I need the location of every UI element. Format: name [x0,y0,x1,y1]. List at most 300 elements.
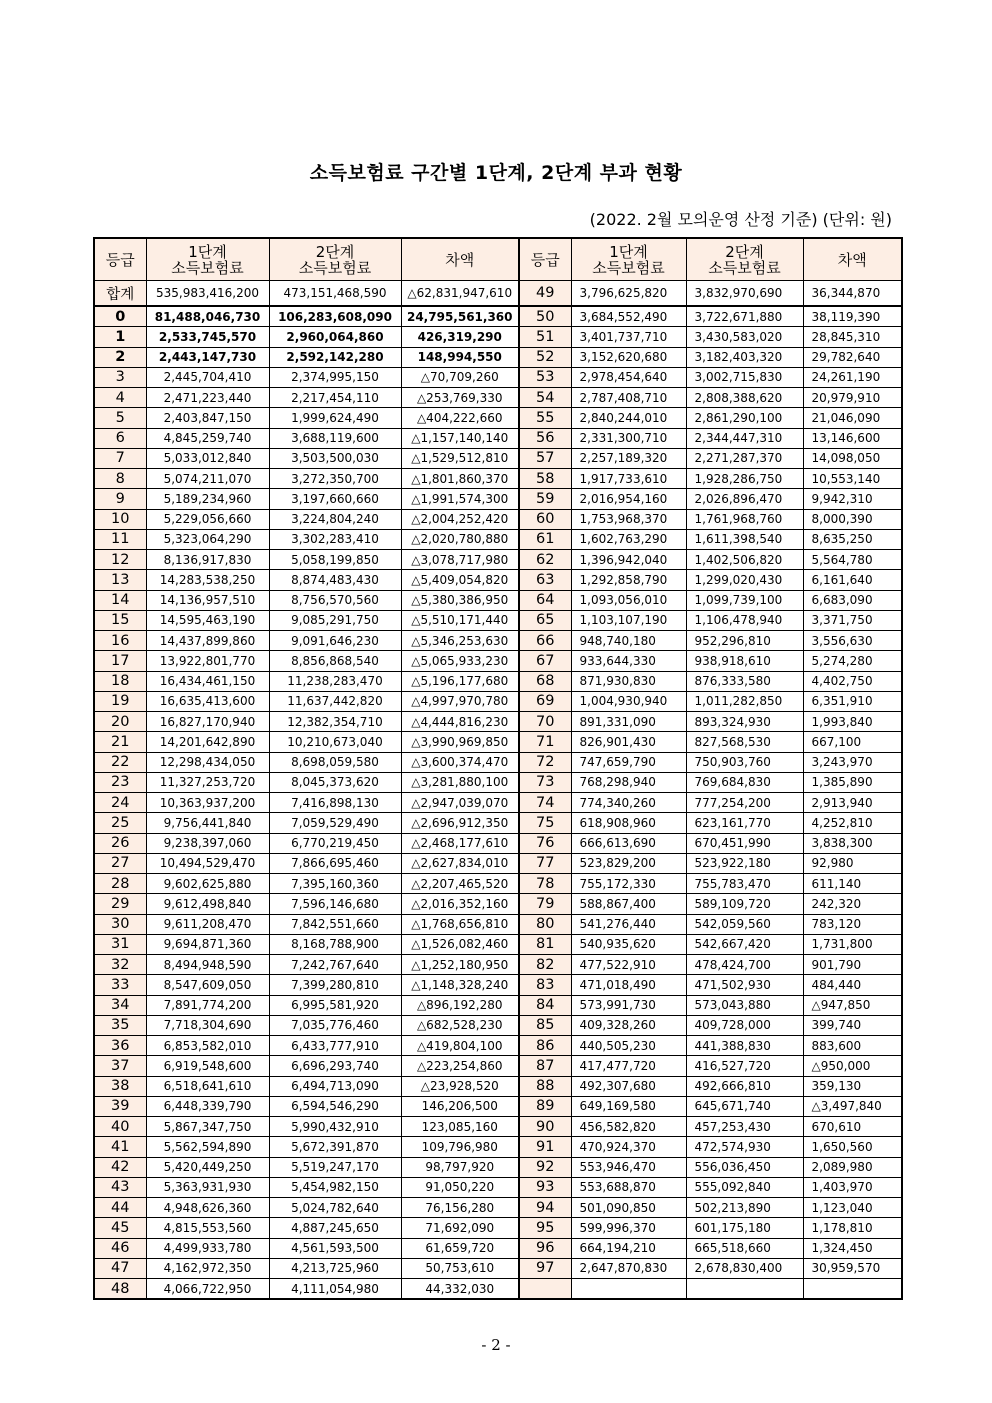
diff-cell: 29,782,640 [803,347,902,367]
grade-cell: 86 [519,1036,571,1056]
grade-cell: 26 [94,833,146,853]
diff-cell: 2,913,940 [803,793,902,813]
diff-cell: △253,769,330 [401,388,519,408]
table-row [94,772,902,792]
grade-cell: 73 [519,772,571,792]
stage2-cell: 4,887,245,650 [269,1218,401,1238]
stage2-cell: 457,253,430 [686,1117,803,1137]
stage2-cell: 2,026,896,470 [686,489,803,509]
diff-cell: 30,959,570 [803,1258,902,1278]
grade-cell: 96 [519,1238,571,1258]
diff-cell: △4,444,816,230 [401,712,519,732]
table-row [94,306,902,327]
grade-cell: 51 [519,327,571,347]
diff-cell: △3,281,880,100 [401,772,519,792]
grade-cell: 89 [519,1096,571,1116]
stage2-cell: 5,519,247,170 [269,1157,401,1177]
grade-cell: 80 [519,914,571,934]
stage1-cell: 1,093,056,010 [571,590,686,610]
stage2-cell: 1,299,020,430 [686,570,803,590]
diff-cell: △5,196,177,680 [401,671,519,691]
diff-cell: 146,206,500 [401,1096,519,1116]
stage1-cell: 1,602,763,290 [571,529,686,549]
table-row [94,327,902,347]
grade-cell: 20 [94,712,146,732]
grade-cell: 25 [94,813,146,833]
premium-table [93,237,903,1300]
stage2-cell: 1,011,282,850 [686,691,803,711]
diff-cell: 1,178,810 [803,1218,902,1238]
stage1-cell: 14,437,899,860 [146,631,269,651]
table-row [94,752,902,772]
diff-cell: △2,468,177,610 [401,833,519,853]
grade-cell: 16 [94,631,146,651]
diff-cell: 1,403,970 [803,1177,902,1197]
diff-cell: △1,252,180,950 [401,955,519,975]
stage2-cell: 11,238,283,470 [269,671,401,691]
stage2-cell: 6,594,546,290 [269,1096,401,1116]
diff-cell: △2,627,834,010 [401,853,519,873]
stage2-cell: 471,502,930 [686,975,803,995]
stage2-cell: 106,283,608,090 [269,306,401,327]
diff-cell: 2,089,980 [803,1157,902,1177]
grade-cell: 21 [94,732,146,752]
diff-cell: △70,709,260 [401,367,519,387]
stage2-cell: 416,527,720 [686,1056,803,1076]
diff-cell: △4,997,970,780 [401,691,519,711]
stage2-cell: 523,922,180 [686,853,803,873]
stage2-cell: 9,085,291,750 [269,610,401,630]
stage1-cell: 1,103,107,190 [571,610,686,630]
diff-cell: △1,768,656,810 [401,914,519,934]
stage1-cell: 11,327,253,720 [146,772,269,792]
grade-cell: 19 [94,691,146,711]
table-row [94,1218,902,1238]
stage1-cell: 8,136,917,830 [146,550,269,570]
table-row [94,955,902,975]
diff-cell: △3,078,717,980 [401,550,519,570]
table-row [94,448,902,468]
stage1-cell: 891,331,090 [571,712,686,732]
header-stage1: 1단계 소득보험료 [146,238,269,281]
diff-cell: △2,004,252,420 [401,509,519,529]
stage1-cell: 2,257,189,320 [571,448,686,468]
diff-cell: 3,243,970 [803,752,902,772]
table-row [94,813,902,833]
stage1-cell: 10,363,937,200 [146,793,269,813]
stage1-cell: 456,582,820 [571,1117,686,1137]
diff-cell: 98,797,920 [401,1157,519,1177]
stage1-cell: 2,787,408,710 [571,388,686,408]
stage1-cell: 2,533,745,570 [146,327,269,347]
table-row [94,1015,902,1035]
diff-cell: 21,046,090 [803,408,902,428]
stage1-cell: 9,756,441,840 [146,813,269,833]
stage2-cell: 502,213,890 [686,1198,803,1218]
stage1-cell: 747,659,790 [571,752,686,772]
table-row [94,934,902,954]
stage1-cell: 2,016,954,160 [571,489,686,509]
stage1-cell: 6,448,339,790 [146,1096,269,1116]
diff-cell: △950,000 [803,1056,902,1076]
stage1-cell: 1,753,968,370 [571,509,686,529]
stage2-cell: 3,832,970,690 [686,281,803,307]
grade-cell: 34 [94,995,146,1015]
diff-cell: △2,947,039,070 [401,793,519,813]
table-row [94,1198,902,1218]
stage2-cell: 3,182,403,320 [686,347,803,367]
stage1-cell: 13,922,801,770 [146,651,269,671]
diff-cell: △1,801,860,370 [401,469,519,489]
stage1-cell: 4,815,553,560 [146,1218,269,1238]
table-body [94,281,902,1300]
stage2-cell: 2,217,454,110 [269,388,401,408]
table-row [94,793,902,813]
table-row [94,570,902,590]
table-row [94,1238,902,1258]
diff-cell: 484,440 [803,975,902,995]
stage1-cell: 9,694,871,360 [146,934,269,954]
stage2-cell: 777,254,200 [686,793,803,813]
grade-cell: 7 [94,448,146,468]
stage1-cell: 666,613,690 [571,833,686,853]
grade-cell: 30 [94,914,146,934]
grade-cell: 81 [519,934,571,954]
diff-cell: 71,692,090 [401,1218,519,1238]
diff-cell: △419,804,100 [401,1036,519,1056]
diff-cell: 8,635,250 [803,529,902,549]
grade-cell: 8 [94,469,146,489]
stage2-cell: 1,106,478,940 [686,610,803,630]
grade-cell: 78 [519,874,571,894]
diff-cell: 6,683,090 [803,590,902,610]
diff-cell: 14,098,050 [803,448,902,468]
diff-cell: 28,845,310 [803,327,902,347]
grade-cell: 55 [519,408,571,428]
grade-cell: 47 [94,1258,146,1278]
grade-cell: 17 [94,651,146,671]
diff-cell: 6,351,910 [803,691,902,711]
stage2-cell: 2,344,447,310 [686,428,803,448]
stage1-cell: 933,644,330 [571,651,686,671]
table-row [94,853,902,873]
grade-cell: 79 [519,894,571,914]
stage1-cell: 649,169,580 [571,1096,686,1116]
stage1-cell: 3,401,737,710 [571,327,686,347]
diff-cell: 24,795,561,360 [401,306,519,327]
stage2-cell: 3,688,119,600 [269,428,401,448]
diff-cell: 24,261,190 [803,367,902,387]
stage1-cell: 2,445,704,410 [146,367,269,387]
grade-cell: 57 [519,448,571,468]
stage1-cell [571,1279,686,1300]
diff-cell: △5,065,933,230 [401,651,519,671]
stage1-cell: 14,136,957,510 [146,590,269,610]
stage2-cell: 7,035,776,460 [269,1015,401,1035]
stage1-cell: 5,867,347,750 [146,1117,269,1137]
diff-cell: 242,320 [803,894,902,914]
stage2-cell: 441,388,830 [686,1036,803,1056]
grade-cell: 82 [519,955,571,975]
diff-cell: △2,207,465,520 [401,874,519,894]
grade-cell: 59 [519,489,571,509]
grade-cell: 65 [519,610,571,630]
grade-cell: 61 [519,529,571,549]
diff-cell: 61,659,720 [401,1238,519,1258]
stage1-cell: 16,434,461,150 [146,671,269,691]
stage1-cell: 5,189,234,960 [146,489,269,509]
table-row [94,833,902,853]
table-row [94,590,902,610]
grade-cell: 11 [94,529,146,549]
stage2-cell: 11,637,442,820 [269,691,401,711]
stage1-cell: 540,935,620 [571,934,686,954]
table-row [94,975,902,995]
diff-cell: 5,274,280 [803,651,902,671]
stage2-cell: 2,808,388,620 [686,388,803,408]
stage2-cell: 3,272,350,700 [269,469,401,489]
stage1-cell: 16,635,413,600 [146,691,269,711]
grade-cell: 39 [94,1096,146,1116]
grade-cell: 91 [519,1137,571,1157]
stage1-cell: 618,908,960 [571,813,686,833]
grade-cell: 49 [519,281,571,307]
stage1-cell: 10,494,529,470 [146,853,269,873]
stage1-cell: 4,162,972,350 [146,1258,269,1278]
table-row [94,388,902,408]
grade-cell: 92 [519,1157,571,1177]
grade-cell: 24 [94,793,146,813]
grade-cell: 53 [519,367,571,387]
stage1-cell: 5,323,064,290 [146,529,269,549]
grade-cell: 27 [94,853,146,873]
grade-cell: 87 [519,1056,571,1076]
stage2-cell: 542,667,420 [686,934,803,954]
stage1-cell: 12,298,434,050 [146,752,269,772]
grade-cell: 63 [519,570,571,590]
grade-cell: 72 [519,752,571,772]
stage1-cell: 16,827,170,940 [146,712,269,732]
stage1-cell: 492,307,680 [571,1076,686,1096]
table-row [94,1258,902,1278]
stage1-cell: 14,595,463,190 [146,610,269,630]
stage2-cell: 5,058,199,850 [269,550,401,570]
stage1-cell: 768,298,940 [571,772,686,792]
diff-cell: 109,796,980 [401,1137,519,1157]
stage2-cell: 938,918,610 [686,651,803,671]
stage2-cell: 4,213,725,960 [269,1258,401,1278]
grade-cell: 58 [519,469,571,489]
grade-cell: 69 [519,691,571,711]
stage1-cell: 2,443,147,730 [146,347,269,367]
diff-cell: 667,100 [803,732,902,752]
stage2-cell: 750,903,760 [686,752,803,772]
diff-cell: 1,650,560 [803,1137,902,1157]
stage2-cell: 472,574,930 [686,1137,803,1157]
stage2-cell: 7,059,529,490 [269,813,401,833]
grade-cell: 40 [94,1117,146,1137]
stage2-cell: 3,503,500,030 [269,448,401,468]
stage2-cell: 7,596,146,680 [269,894,401,914]
diff-cell: △5,510,171,440 [401,610,519,630]
stage1-cell: 5,074,211,070 [146,469,269,489]
diff-cell: △223,254,860 [401,1056,519,1076]
stage1-cell: 5,229,056,660 [146,509,269,529]
grade-cell: 6 [94,428,146,448]
diff-cell: 1,731,800 [803,934,902,954]
stage1-cell: 470,924,370 [571,1137,686,1157]
grade-cell: 93 [519,1177,571,1197]
stage1-cell: 1,004,930,940 [571,691,686,711]
stage2-cell: 5,672,391,870 [269,1137,401,1157]
diff-cell: 91,050,220 [401,1177,519,1197]
table-row [94,550,902,570]
stage2-cell: 9,091,646,230 [269,631,401,651]
grade-cell: 22 [94,752,146,772]
table-row [94,509,902,529]
stage2-cell: 3,224,804,240 [269,509,401,529]
diff-cell: △2,696,912,350 [401,813,519,833]
grade-cell: 45 [94,1218,146,1238]
stage1-cell: 1,917,733,610 [571,469,686,489]
stage1-cell: 14,283,538,250 [146,570,269,590]
grade-cell: 48 [94,1279,146,1300]
stage2-cell: 6,494,713,090 [269,1076,401,1096]
diff-cell: 783,120 [803,914,902,934]
diff-cell: 3,556,630 [803,631,902,651]
stage1-cell: 6,518,641,610 [146,1076,269,1096]
stage2-cell: 3,430,583,020 [686,327,803,347]
stage2-cell: 8,045,373,620 [269,772,401,792]
grade-cell: 54 [519,388,571,408]
table-row [94,408,902,428]
stage2-cell [686,1279,803,1300]
grade-cell: 62 [519,550,571,570]
stage1-cell: 2,471,223,440 [146,388,269,408]
table-row [94,671,902,691]
grade-cell: 36 [94,1036,146,1056]
stage1-cell: 2,403,847,150 [146,408,269,428]
grade-cell: 23 [94,772,146,792]
diff-cell: 123,085,160 [401,1117,519,1137]
stage1-cell: 501,090,850 [571,1198,686,1218]
stage2-cell: 555,092,840 [686,1177,803,1197]
grade-cell: 15 [94,610,146,630]
stage2-cell: 3,002,715,830 [686,367,803,387]
diff-cell: 1,993,840 [803,712,902,732]
grade-cell: 합계 [94,281,146,307]
stage1-cell: 7,718,304,690 [146,1015,269,1035]
grade-cell: 2 [94,347,146,367]
stage2-cell: 8,698,059,580 [269,752,401,772]
table-row [94,732,902,752]
stage1-cell: 9,602,625,880 [146,874,269,894]
grade-cell: 68 [519,671,571,691]
stage1-cell: 664,194,210 [571,1238,686,1258]
grade-cell: 43 [94,1177,146,1197]
stage2-cell: 623,161,770 [686,813,803,833]
grade-cell: 76 [519,833,571,853]
table-row [94,651,902,671]
stage2-cell: 3,197,660,660 [269,489,401,509]
diff-cell: 883,600 [803,1036,902,1056]
diff-cell: △1,148,328,240 [401,975,519,995]
stage2-cell: 1,928,286,750 [686,469,803,489]
stage2-cell: 5,454,982,150 [269,1177,401,1197]
diff-cell: △3,600,374,470 [401,752,519,772]
grade-cell: 88 [519,1076,571,1096]
stage1-cell: 826,901,430 [571,732,686,752]
diff-cell: 4,252,810 [803,813,902,833]
header-stage2: 2단계 소득보험료 [269,238,401,281]
stage1-cell: 2,647,870,830 [571,1258,686,1278]
stage1-cell: 755,172,330 [571,874,686,894]
stage1-cell: 2,978,454,640 [571,367,686,387]
grade-cell: 97 [519,1258,571,1278]
stage1-cell: 417,477,720 [571,1056,686,1076]
grade-cell: 94 [519,1198,571,1218]
diff-cell: 44,332,030 [401,1279,519,1300]
table-row [94,1137,902,1157]
diff-cell: △682,528,230 [401,1015,519,1035]
diff-cell: 38,119,390 [803,306,902,327]
stage2-cell: 556,036,450 [686,1157,803,1177]
stage2-cell: 542,059,560 [686,914,803,934]
grade-cell: 42 [94,1157,146,1177]
stage1-cell: 2,840,244,010 [571,408,686,428]
grade-cell: 18 [94,671,146,691]
stage1-cell: 871,930,830 [571,671,686,691]
diff-cell: △1,157,140,140 [401,428,519,448]
grade-cell: 52 [519,347,571,367]
stage2-cell: 2,960,064,860 [269,327,401,347]
stage2-cell: 589,109,720 [686,894,803,914]
grade-cell: 85 [519,1015,571,1035]
stage1-cell: 9,612,498,840 [146,894,269,914]
grade-cell: 31 [94,934,146,954]
stage2-cell: 6,433,777,910 [269,1036,401,1056]
stage1-cell: 8,494,948,590 [146,955,269,975]
table-row [94,691,902,711]
header-grade: 등급 [94,238,146,281]
table-row [94,712,902,732]
diff-cell: △404,222,660 [401,408,519,428]
grade-cell: 46 [94,1238,146,1258]
diff-cell: 426,319,290 [401,327,519,347]
stage1-cell: 4,066,722,950 [146,1279,269,1300]
stage2-cell: 6,770,219,450 [269,833,401,853]
table-row [94,469,902,489]
stage2-cell: 893,324,930 [686,712,803,732]
diff-cell: 901,790 [803,955,902,975]
grade-cell: 75 [519,813,571,833]
grade-cell: 37 [94,1056,146,1076]
stage2-cell: 473,151,468,590 [269,281,401,307]
grade-cell: 5 [94,408,146,428]
stage1-cell: 5,420,449,250 [146,1157,269,1177]
stage2-cell: 3,302,283,410 [269,529,401,549]
table-row [94,914,902,934]
stage1-cell: 5,363,931,930 [146,1177,269,1197]
stage2-cell: 8,168,788,900 [269,934,401,954]
stage2-cell: 8,756,570,560 [269,590,401,610]
header-stage2: 2단계 소득보험료 [686,238,803,281]
stage1-cell: 6,919,548,600 [146,1056,269,1076]
stage1-cell: 535,983,416,200 [146,281,269,307]
grade-cell: 41 [94,1137,146,1157]
diff-cell: 20,979,910 [803,388,902,408]
grade-cell: 14 [94,590,146,610]
